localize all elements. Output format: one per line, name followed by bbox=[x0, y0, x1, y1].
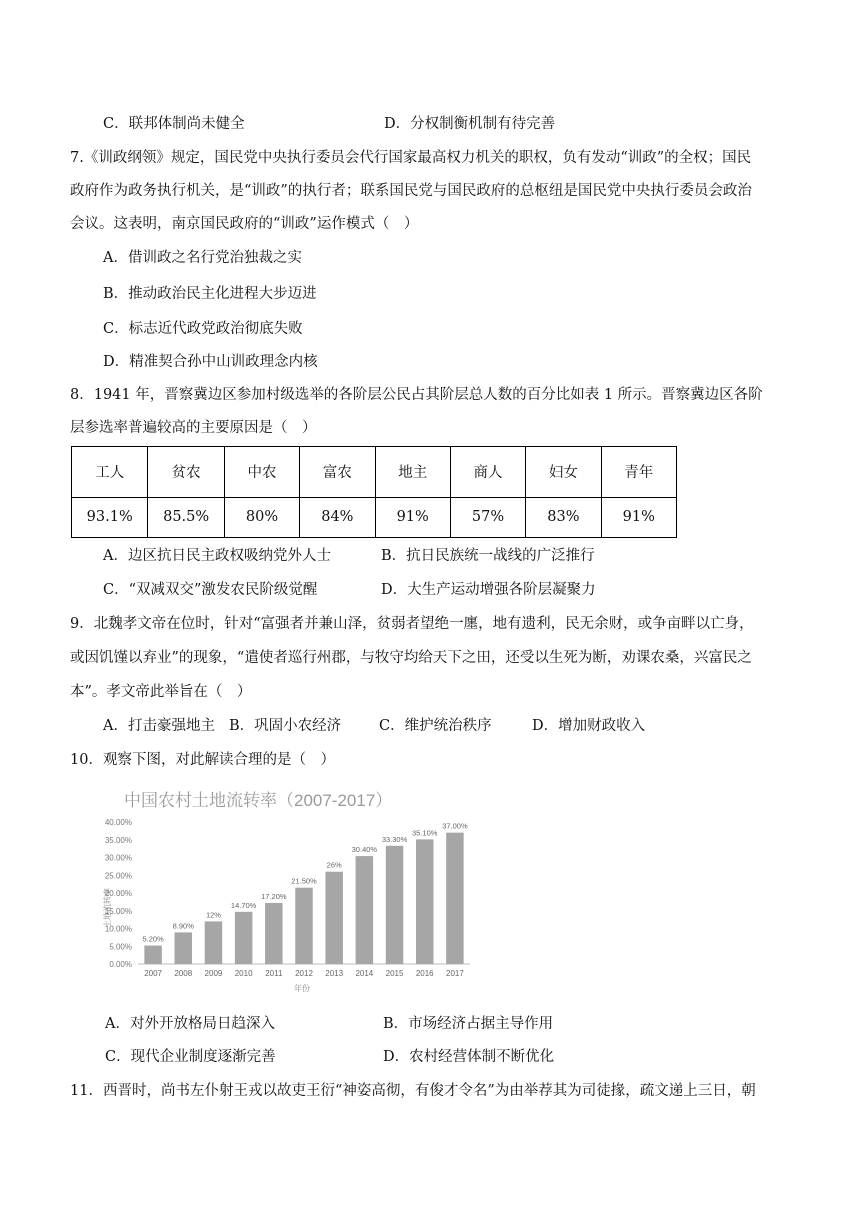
q6-option-c: C．联邦体制尚未健全 bbox=[103, 116, 245, 132]
q8-stem-line-1: 8．1941 年，晋察冀边区参加村级选举的各阶层公民占其阶层总人数的百分比如表 1 所示。晋察冀边区各阶 bbox=[70, 387, 763, 403]
q9-option-a: A．打击豪强地主 bbox=[103, 718, 215, 734]
data-label: 35.10% bbox=[412, 828, 438, 838]
x-tick-label: 2016 bbox=[415, 969, 434, 978]
bar-chart-svg bbox=[96, 780, 496, 998]
q10-stem: 10．观察下图，对此解读合理的是（ ） bbox=[70, 752, 335, 768]
q8-stem-line-2: 层参选率普遍较高的主要原因是（ ） bbox=[70, 420, 317, 436]
q8-option-b: B．抗日民族统一战线的广泛推行 bbox=[381, 548, 595, 564]
table-value-cell: 84% bbox=[300, 497, 375, 537]
q8-option-d: D．大生产运动增强各阶层凝聚力 bbox=[381, 582, 596, 598]
table-header-cell: 贫农 bbox=[148, 447, 224, 498]
x-tick-label: 2017 bbox=[446, 969, 464, 978]
table-header-cell: 中农 bbox=[224, 447, 299, 498]
y-tick-label: 10.00% bbox=[104, 924, 132, 934]
bar-2008 bbox=[175, 932, 193, 964]
y-axis-title: 土地流转率 bbox=[103, 888, 112, 928]
y-tick-label: 0.00% bbox=[109, 960, 132, 969]
x-axis-title: 年份 bbox=[294, 984, 310, 993]
y-tick-label: 35.00% bbox=[104, 835, 132, 845]
data-label: 21.50% bbox=[291, 876, 317, 886]
q8-option-c: C．“双减双交”激发农民阶级觉醒 bbox=[103, 582, 318, 598]
q9-option-c: C．维护统治秩序 bbox=[379, 718, 492, 734]
q7-option-b: B．推动政治民主化进程大步迈进 bbox=[103, 286, 317, 302]
q9-stem-line-2: 或因饥馑以弃业”的现象，“遣使者巡行州郡，与牧守均给天下之田，还受以生死为断，劝课农桑，兴富民之 bbox=[70, 650, 752, 666]
table-value-cell: 80% bbox=[224, 497, 299, 537]
q7-stem-line-3: 会议。这表明，南京国民政府的“训政”运作模式（ ） bbox=[70, 216, 419, 232]
q8-data-table bbox=[71, 446, 677, 538]
x-tick-label: 2009 bbox=[204, 969, 223, 978]
q6-option-d: D．分权制衡机制有待完善 bbox=[384, 116, 556, 132]
q7-stem-line-1: 7.《训政纲领》规定，国民党中央执行委员会代行国家最高权力机关的职权，负有发动“训政”的全权；国民 bbox=[70, 150, 752, 166]
chart-title: 中国农村土地流转率（2007-2017） bbox=[124, 791, 393, 810]
table-header-cell: 富农 bbox=[300, 447, 375, 498]
table-value-cell: 85.5% bbox=[148, 497, 224, 537]
data-label: 37.00% bbox=[442, 821, 468, 831]
x-tick-label: 2007 bbox=[144, 969, 162, 978]
q9-option-b: B．巩固小农经济 bbox=[229, 718, 342, 734]
y-tick-label: 25.00% bbox=[104, 871, 132, 881]
table-header-row bbox=[72, 447, 677, 498]
data-label: 17.20% bbox=[261, 891, 287, 901]
data-label: 5.20% bbox=[142, 934, 164, 944]
data-label: 8.90% bbox=[172, 921, 194, 931]
q9-stem-line-1: 9．北魏孝文帝在位时，针对“富强者并兼山泽，贫弱者望绝一廛，地有遗利，民无余财，或争亩畔以亡身， bbox=[70, 616, 754, 632]
y-tick-label: 5.00% bbox=[109, 942, 132, 952]
bar-2013 bbox=[325, 872, 343, 964]
table-value-cell: 93.1% bbox=[72, 497, 148, 537]
table-header-cell: 青年 bbox=[601, 447, 676, 498]
y-tick-label: 30.00% bbox=[104, 853, 132, 863]
table-value-row bbox=[72, 497, 677, 537]
bar-2015 bbox=[386, 846, 404, 964]
data-label: 14.70% bbox=[230, 900, 257, 910]
bar-2017 bbox=[446, 833, 464, 964]
table-value-cell: 83% bbox=[526, 497, 601, 537]
bar-2016 bbox=[416, 839, 434, 964]
q10-option-d: D．农村经营体制不断优化 bbox=[383, 1049, 555, 1065]
x-tick-label: 2012 bbox=[295, 969, 313, 978]
bar-2014 bbox=[356, 856, 374, 964]
q8-option-a: A．边区抗日民主政权吸纳党外人士 bbox=[103, 548, 331, 564]
q7-stem-line-2: 政府作为政务执行机关，是“训政”的执行者；联系国民党与国民政府的总枢纽是国民党中央执行委员会政治 bbox=[70, 183, 752, 199]
table-header-cell: 商人 bbox=[450, 447, 525, 498]
table-value-cell: 57% bbox=[450, 497, 525, 537]
q7-option-d: D．精准契合孙中山训政理念内核 bbox=[103, 354, 318, 370]
data-label: 12% bbox=[205, 910, 221, 920]
q11-stem: 11．西晋时，尚书左仆射王戎以故吏王衍“神姿高彻，有俊才令名”为由举荐其为司徒掾，疏文递上三日，朝 bbox=[70, 1083, 756, 1099]
bar-2009 bbox=[205, 921, 223, 964]
table-value-cell: 91% bbox=[375, 497, 450, 537]
x-tick-label: 2011 bbox=[265, 969, 283, 978]
q7-option-a: A．借训政之名行党治独裁之实 bbox=[103, 250, 302, 266]
data-label: 30.40% bbox=[351, 845, 378, 855]
x-tick-label: 2008 bbox=[174, 969, 193, 978]
table-value-cell: 91% bbox=[601, 497, 676, 537]
y-tick-label: 40.00% bbox=[104, 818, 132, 827]
q9-option-d: D．增加财政收入 bbox=[532, 718, 646, 734]
y-tick-label: 20.00% bbox=[104, 889, 132, 898]
q10-option-c: C．现代企业制度逐渐完善 bbox=[105, 1049, 276, 1065]
y-tick-label: 15.00% bbox=[104, 906, 132, 916]
table-header-cell: 地主 bbox=[375, 447, 450, 498]
land-transfer-chart bbox=[96, 780, 496, 998]
bar-2011 bbox=[265, 903, 283, 964]
x-tick-label: 2015 bbox=[385, 969, 404, 978]
bar-2010 bbox=[235, 912, 253, 964]
q10-option-a: A．对外开放格局日趋深入 bbox=[105, 1016, 275, 1032]
q9-stem-line-3: 本”。孝文帝此举旨在（ ） bbox=[70, 684, 252, 700]
x-tick-label: 2010 bbox=[234, 969, 253, 978]
q10-option-b: B．市场经济占据主导作用 bbox=[383, 1016, 554, 1032]
bar-2007 bbox=[144, 946, 162, 964]
x-tick-label: 2014 bbox=[355, 969, 374, 978]
data-label: 26% bbox=[326, 860, 342, 870]
table-header-cell: 工人 bbox=[72, 447, 148, 498]
table-header-cell: 妇女 bbox=[526, 447, 601, 498]
q7-option-c: C．标志近代政党政治彻底失败 bbox=[103, 321, 303, 337]
bar-2012 bbox=[295, 888, 313, 964]
x-tick-label: 2013 bbox=[325, 969, 344, 978]
data-label: 33.30% bbox=[381, 834, 408, 844]
